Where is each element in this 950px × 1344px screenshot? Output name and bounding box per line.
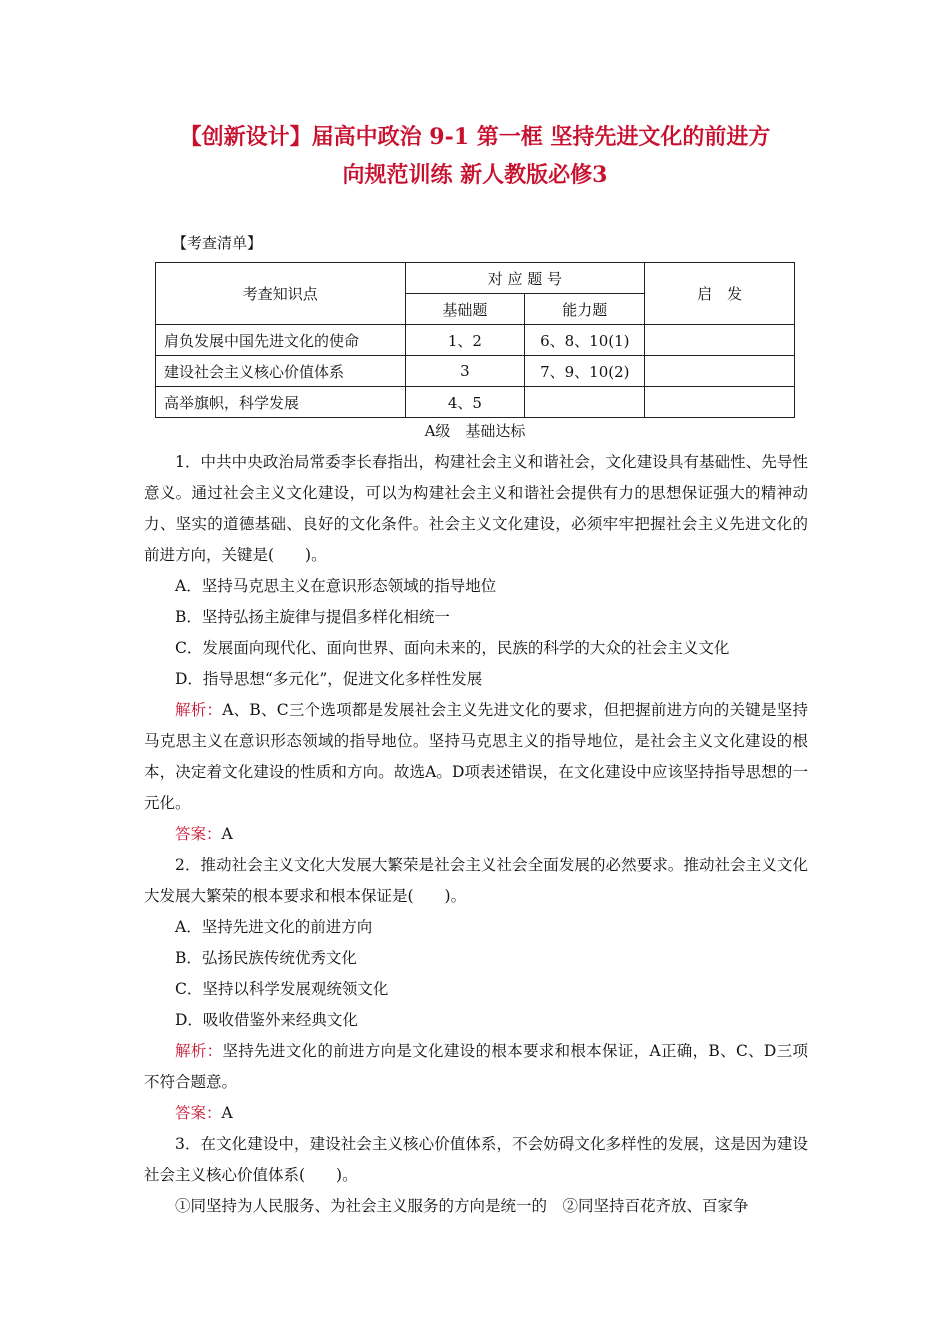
header-question-numbers: 对 应 题 号 [405,263,645,294]
question-3-stem: 3．在文化建设中，建设社会主义核心价值体系，不会妨碍文化多样性的发展，这是因为建设社会主义核心价值体系( )。 [144,1135,808,1184]
table-row [156,387,795,418]
questions-body [144,447,808,1222]
question-1-option-b: B．坚持弘扬主旋律与提倡多样化相统一 [175,608,450,626]
level-heading: A级 基础达标 [424,422,526,440]
row-basic: 4、5 [405,387,525,418]
question-2-option-b: B．弘扬民族传统优秀文化 [175,949,357,967]
row-insight [645,325,795,356]
row-ability [525,387,645,418]
question-1-analysis [144,695,808,819]
answer-value: A [221,825,233,843]
question-1-option-a: A．坚持马克思主义在意识形态领域的指导地位 [175,577,497,595]
header-insight: 启 发 [645,263,795,325]
title-line-2: 向规范训练 新人教版必修3 [342,162,608,188]
row-ability: 7、9、10(2) [525,356,645,387]
checklist-table [155,262,795,418]
question-2-stem: 2．推动社会主义文化大发展大繁荣是社会主义社会全面发展的必然要求。推动社会主义文化大发展大繁荣的根本要求和根本保证是( )。 [144,856,808,905]
row-topic: 肩负发展中国先进文化的使命 [156,325,406,356]
document-title [140,118,810,194]
row-insight [645,356,795,387]
analysis-text: A、B、C三个选项都是发展社会主义先进文化的要求，但把握前进方向的关键是坚持马克思主义在意识形态领域的指导地位。坚持马克思主义的指导地位，是社会主义文化建设的根本，决定着文化建设的性质和方向。故选A。D项表述错误，在文化建设中应该坚持指导思想的一元化。 [144,701,808,812]
header-basic: 基础题 [405,294,525,325]
question-1-option-d: D．指导思想“多元化”，促进文化多样性发展 [175,670,483,688]
question-2-answer [144,1098,808,1129]
header-ability: 能力题 [525,294,645,325]
header-topic: 考查知识点 [156,263,406,325]
question-1-answer [144,819,808,850]
row-topic: 建设社会主义核心价值体系 [156,356,406,387]
question-2-analysis [144,1036,808,1098]
answer-label: 答案： [175,1104,222,1122]
table-row [156,325,795,356]
title-line-1: 【创新设计】届高中政治 9-1 第一框 坚持先进文化的前进方 [179,124,771,150]
table-row [156,356,795,387]
question-3-statements: ①同坚持为人民服务、为社会主义服务的方向是统一的 ②同坚持百花齐放、百家争 [175,1197,749,1215]
row-insight [645,387,795,418]
analysis-text: 坚持先进文化的前进方向是文化建设的根本要求和根本保证，A正确，B、C、D三项不符合题意。 [144,1042,808,1091]
answer-value: A [221,1104,233,1122]
analysis-label: 解析： [175,1042,223,1060]
row-ability: 6、8、10(1) [525,325,645,356]
answer-label: 答案： [175,825,222,843]
checklist-label: 【考查清单】 [172,234,263,252]
question-2-option-d: D．吸收借鉴外来经典文化 [175,1011,358,1029]
question-2-option-a: A．坚持先进文化的前进方向 [175,918,373,936]
question-1-stem: 1．中共中央政治局常委李长春指出，构建社会主义和谐社会，文化建设具有基础性、先导性意义。通过社会主义文化建设，可以为构建社会主义和谐社会提供有力的思想保证强大的精神动力、坚实的道德基础、良好的文化条件。社会主义文化建设，必须牢牢把握社会主义先进文化的前进方向，关键是( )。 [144,453,808,564]
analysis-label: 解析： [175,701,223,719]
question-1-option-c: C．发展面向现代化、面向世界、面向未来的，民族的科学的大众的社会主义文化 [175,639,730,657]
question-2-option-c: C．坚持以科学发展观统领文化 [175,980,389,998]
row-topic: 高举旗帜，科学发展 [156,387,406,418]
row-basic: 1、2 [405,325,525,356]
row-basic: 3 [405,356,525,387]
